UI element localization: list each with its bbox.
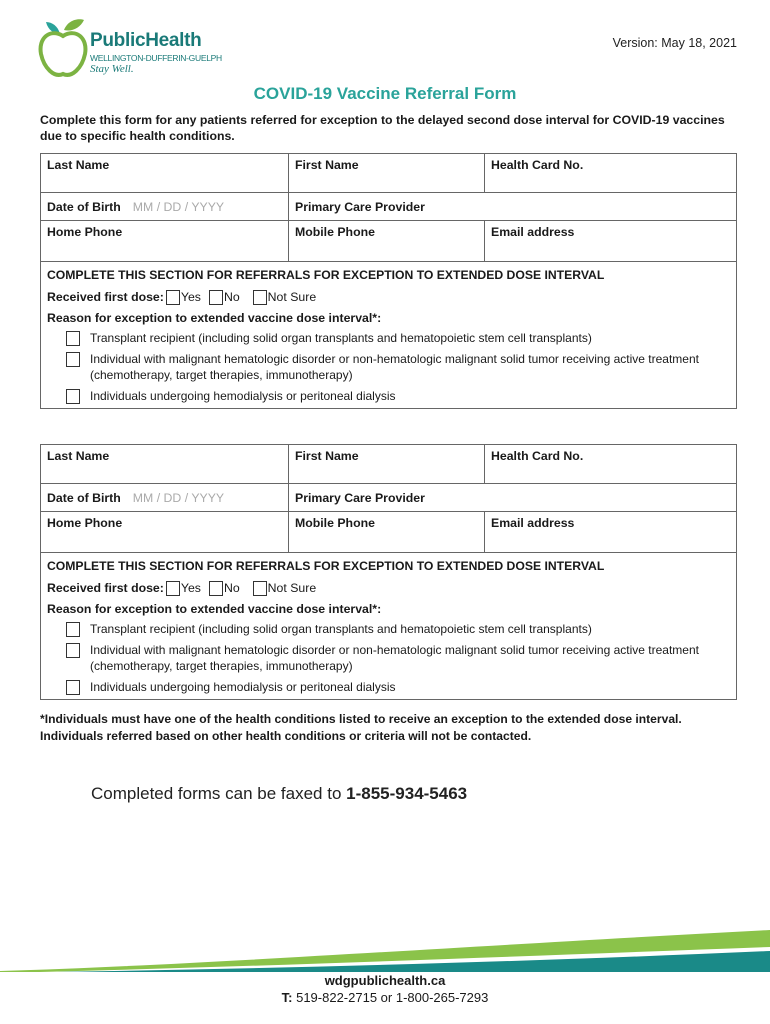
- reason-item: [66, 679, 730, 695]
- logo: [38, 16, 222, 80]
- primary-care-label: Primary Care Provider: [295, 491, 425, 505]
- no-checkbox[interactable]: [209, 581, 223, 596]
- phone-label: T:: [281, 990, 293, 1005]
- yes-checkbox[interactable]: [166, 290, 180, 305]
- dob-label: Date of Birth: [47, 491, 121, 505]
- reason-item: [66, 351, 730, 383]
- fax-instructions: [91, 784, 467, 804]
- home-phone-field[interactable]: [41, 221, 288, 261]
- not-sure-checkbox[interactable]: [253, 581, 267, 596]
- last-name-label: Last Name: [47, 449, 110, 463]
- fax-number: 1-855-934-5463: [346, 784, 468, 803]
- transplant-checkbox[interactable]: [66, 622, 80, 637]
- reason-item: [66, 330, 730, 346]
- apple-icon: [38, 16, 88, 80]
- transplant-checkbox[interactable]: [66, 331, 80, 346]
- health-card-label: Health Card No.: [491, 449, 584, 463]
- first-name-label: First Name: [295, 158, 359, 172]
- footer: [0, 972, 770, 1006]
- dob-label: Date of Birth: [47, 200, 121, 214]
- received-first-dose: [47, 288, 730, 306]
- no-label: No: [223, 581, 240, 595]
- mobile-phone-field[interactable]: [288, 512, 484, 552]
- reason-text: Individual with malignant hematologic disorder or non-hematologic malignant solid tumor receiving active treatment (chemotherapy, target therapies, immunotherapy): [90, 352, 699, 382]
- intro-text: Complete this form for any patients referred for exception to the delayed second dose interval for COVID-19 vaccines due to specific health conditions.: [40, 113, 725, 143]
- logo-title: PublicHealth: [90, 30, 202, 51]
- first-name-field[interactable]: [288, 445, 484, 483]
- reason-item: [66, 621, 730, 637]
- dialysis-checkbox[interactable]: [66, 389, 80, 404]
- mobile-phone-label: Mobile Phone: [295, 225, 375, 239]
- reason-item: [66, 642, 730, 674]
- email-field[interactable]: [484, 512, 736, 552]
- received-label: Received first dose:: [47, 290, 164, 304]
- version-date: Version: May 18, 2021: [612, 36, 737, 50]
- reason-text: Transplant recipient (including solid organ transplants and hematopoietic stem cell transplants): [90, 331, 592, 345]
- page-title: COVID-19 Vaccine Referral Form: [253, 84, 517, 103]
- mobile-phone-field[interactable]: [288, 221, 484, 261]
- dob-placeholder: MM / DD / YYYY: [132, 491, 225, 505]
- email-field[interactable]: [484, 221, 736, 261]
- hematologic-checkbox[interactable]: [66, 352, 80, 367]
- health-card-field[interactable]: [484, 154, 736, 192]
- health-card-label: Health Card No.: [491, 158, 584, 172]
- last-name-field[interactable]: [41, 154, 288, 192]
- hematologic-checkbox[interactable]: [66, 643, 80, 658]
- logo-subtitle: WELLINGTON-DUFFERIN-GUELPH: [90, 53, 222, 63]
- referral-form-1: [40, 153, 737, 409]
- no-label: No: [223, 290, 240, 304]
- first-name-field[interactable]: [288, 154, 484, 192]
- received-label: Received first dose:: [47, 581, 164, 595]
- footer-url[interactable]: wdgpublichealth.ca: [324, 973, 446, 988]
- referral-form-2: [40, 444, 737, 700]
- dob-field[interactable]: [41, 193, 288, 220]
- not-sure-checkbox[interactable]: [253, 290, 267, 305]
- primary-care-field[interactable]: [288, 484, 736, 511]
- reason-text: Individuals undergoing hemodialysis or peritoneal dialysis: [90, 680, 396, 694]
- dialysis-checkbox[interactable]: [66, 680, 80, 695]
- footer-phone: [0, 989, 770, 1006]
- dob-field[interactable]: [41, 484, 288, 511]
- email-label: Email address: [491, 516, 575, 530]
- last-name-label: Last Name: [47, 158, 110, 172]
- reason-heading: Reason for exception to extended vaccine dose interval*:: [47, 602, 382, 616]
- home-phone-label: Home Phone: [47, 225, 123, 239]
- dob-placeholder: MM / DD / YYYY: [132, 200, 225, 214]
- primary-care-field[interactable]: [288, 193, 736, 220]
- health-card-field[interactable]: [484, 445, 736, 483]
- primary-care-label: Primary Care Provider: [295, 200, 425, 214]
- no-checkbox[interactable]: [209, 290, 223, 305]
- email-label: Email address: [491, 225, 575, 239]
- yes-label: Yes: [180, 581, 201, 595]
- reason-text: Individuals undergoing hemodialysis or peritoneal dialysis: [90, 389, 396, 403]
- footer-wave: [0, 925, 770, 975]
- exception-section: [41, 553, 736, 699]
- yes-label: Yes: [180, 290, 201, 304]
- yes-checkbox[interactable]: [166, 581, 180, 596]
- section-heading: COMPLETE THIS SECTION FOR REFERRALS FOR EXCEPTION TO EXTENDED DOSE INTERVAL: [47, 268, 605, 282]
- reason-text: Transplant recipient (including solid organ transplants and hematopoietic stem cell transplants): [90, 622, 592, 636]
- eligibility-note: *Individuals must have one of the health conditions listed to receive an exception to the extended dose interval. Individuals referred based on other health conditions or criteria will not be contacted.: [40, 712, 682, 743]
- first-name-label: First Name: [295, 449, 359, 463]
- last-name-field[interactable]: [41, 445, 288, 483]
- reason-text: Individual with malignant hematologic disorder or non-hematologic malignant solid tumor receiving active treatment (chemotherapy, target therapies, immunotherapy): [90, 643, 699, 673]
- reason-item: [66, 388, 730, 404]
- fax-text: Completed forms can be faxed to: [91, 784, 347, 803]
- phone-numbers: 519-822-2715 or 1-800-265-7293: [292, 990, 489, 1005]
- home-phone-field[interactable]: [41, 512, 288, 552]
- mobile-phone-label: Mobile Phone: [295, 516, 375, 530]
- received-first-dose: [47, 579, 730, 597]
- not-sure-label: Not Sure: [267, 290, 317, 304]
- section-heading: COMPLETE THIS SECTION FOR REFERRALS FOR EXCEPTION TO EXTENDED DOSE INTERVAL: [47, 559, 605, 573]
- reason-heading: Reason for exception to extended vaccine dose interval*:: [47, 311, 382, 325]
- home-phone-label: Home Phone: [47, 516, 123, 530]
- exception-section: [41, 262, 736, 408]
- logo-tagline: Stay Well.: [90, 63, 134, 75]
- not-sure-label: Not Sure: [267, 581, 317, 595]
